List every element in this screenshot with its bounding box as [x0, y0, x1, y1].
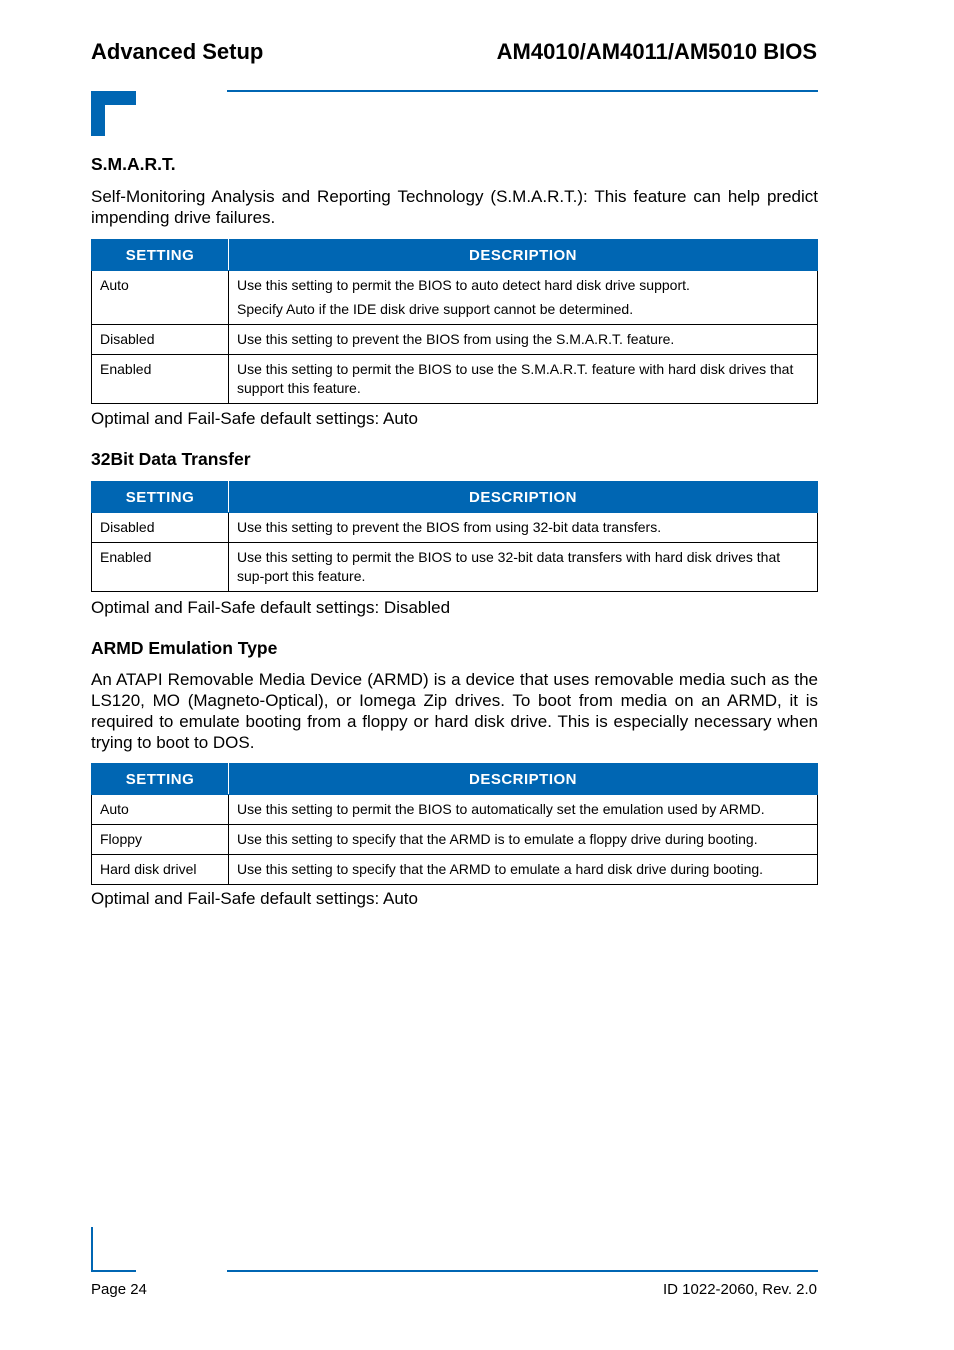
footer-rule [227, 1270, 818, 1272]
armd-intro: An ATAPI Removable Media Device (ARMD) is a device that uses removable media such as the LS120, MO (Magneto-Optical), or Iomega Zip drives. To boot from media on an ARMD, it is required to emulate booting from a floppy or hard disk drive. This is especially necessary when trying to boot to DOS. [91, 670, 818, 752]
description-cell: Use this setting to permit the BIOS to use 32-bit data transfers with hard disk drives that sup-port this feature. [229, 543, 818, 592]
description-cell [229, 271, 818, 325]
header-section-title: Advanced Setup [91, 39, 264, 64]
document-id: ID 1022-2060, Rev. 2.0 [663, 1281, 817, 1298]
setting-cell: Enabled [92, 543, 229, 592]
table-header-row [92, 764, 818, 795]
table-row [92, 543, 818, 592]
description-cell: Use this setting to permit the BIOS to automatically set the emulation used by ARMD. [229, 795, 818, 825]
description-cell: Use this setting to prevent the BIOS from using the S.M.A.R.T. feature. [229, 325, 818, 355]
setting-cell: Disabled [92, 325, 229, 355]
setting-cell: Hard disk drivel [92, 855, 229, 885]
table-row [92, 513, 818, 543]
table-row [92, 355, 818, 404]
table-row [92, 271, 818, 325]
header-rule [227, 90, 818, 92]
description-cell: Use this setting to specify that the ARMD to emulate a hard disk drive during booting. [229, 855, 818, 885]
setting-cell: Auto [92, 271, 229, 325]
setting-column-header: SETTING [92, 240, 229, 271]
corner-mark-top-vertical [91, 91, 105, 136]
smart-default-note: Optimal and Fail-Safe default settings: Auto [91, 409, 418, 428]
setting-cell: Enabled [92, 355, 229, 404]
table-row [92, 825, 818, 855]
setting-column-header: SETTING [92, 482, 229, 513]
armd-settings-table [91, 763, 818, 885]
table-header-row [92, 240, 818, 271]
transfer32-settings-table [91, 481, 818, 592]
armd-heading: ARMD Emulation Type [91, 638, 278, 658]
description-column-header: DESCRIPTION [229, 764, 818, 795]
header-product-title: AM4010/AM4011/AM5010 BIOS [496, 39, 817, 64]
corner-mark-bottom [91, 1270, 136, 1272]
description-column-header: DESCRIPTION [229, 482, 818, 513]
table-row [92, 795, 818, 825]
transfer32-default-note: Optimal and Fail-Safe default settings: Disabled [91, 598, 451, 617]
transfer32-heading: 32Bit Data Transfer [91, 449, 251, 469]
description-text: Specify Auto if the IDE disk drive support cannot be determined. [237, 301, 634, 317]
setting-cell: Auto [92, 795, 229, 825]
description-cell: Use this setting to permit the BIOS to use the S.M.A.R.T. feature with hard disk drives that support this feature. [229, 355, 818, 404]
page-number: Page 24 [91, 1281, 147, 1298]
smart-intro: Self-Monitoring Analysis and Reporting Technology (S.M.A.R.T.): This feature can help predict impending drive failures. [91, 187, 818, 227]
table-header-row [92, 482, 818, 513]
smart-settings-table [91, 239, 818, 404]
table-row [92, 855, 818, 885]
corner-mark-bottom-vertical [91, 1227, 93, 1272]
description-column-header: DESCRIPTION [229, 240, 818, 271]
setting-cell: Floppy [92, 825, 229, 855]
description-cell: Use this setting to prevent the BIOS from using 32-bit data transfers. [229, 513, 818, 543]
setting-cell: Disabled [92, 513, 229, 543]
description-text: Use this setting to permit the BIOS to auto detect hard disk drive support. [237, 277, 690, 293]
setting-column-header: SETTING [92, 764, 229, 795]
description-cell: Use this setting to specify that the ARMD is to emulate a floppy drive during booting. [229, 825, 818, 855]
smart-heading: S.M.A.R.T. [91, 154, 176, 174]
table-row [92, 325, 818, 355]
armd-default-note: Optimal and Fail-Safe default settings: Auto [91, 889, 418, 908]
